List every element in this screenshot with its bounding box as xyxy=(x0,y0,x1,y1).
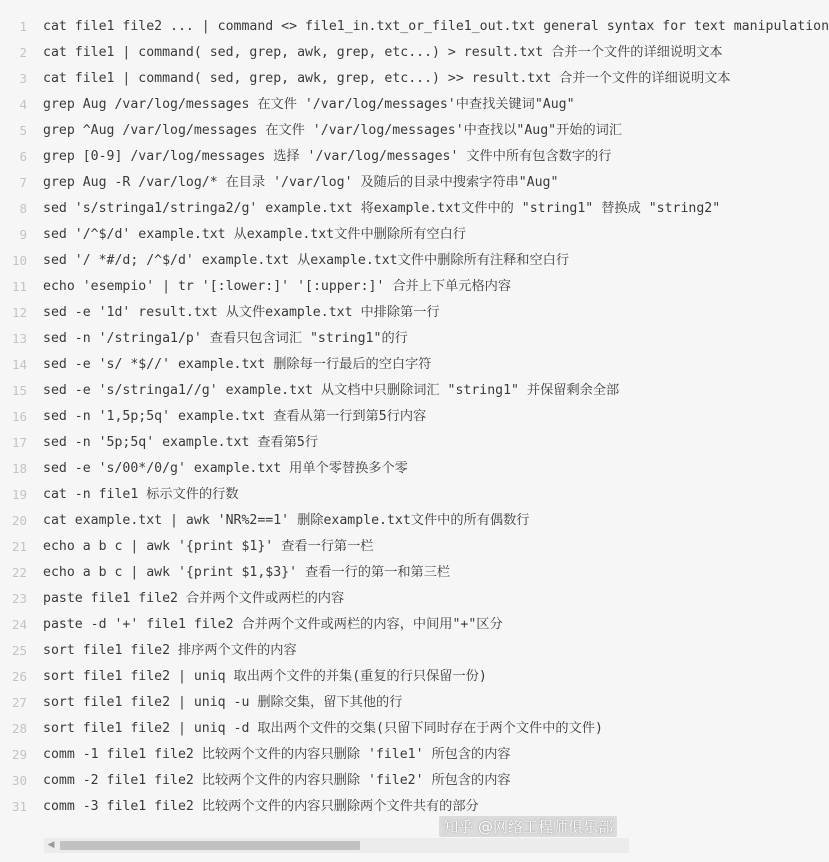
code-text: sed -n '1,5p;5q' example.txt 查看从第一行到第5行内容 xyxy=(43,409,427,424)
code-line xyxy=(0,534,629,560)
code-text: sed '/^$/d' example.txt 从example.txt文件中删除所有空白行 xyxy=(43,227,466,242)
line-number: 6 xyxy=(19,149,27,164)
watermark: 知乎 @网络工程师俱乐部 xyxy=(439,816,617,837)
code-line xyxy=(0,170,629,196)
code-line xyxy=(0,92,629,118)
code-text: echo a b c | awk '{print $1,$3}' 查看一行的第一和第三栏 xyxy=(43,565,451,580)
code-line xyxy=(0,40,723,66)
code-line xyxy=(0,378,629,404)
code-line xyxy=(0,638,629,664)
line-number: 1 xyxy=(19,19,27,34)
code-line xyxy=(0,300,629,326)
line-number: 7 xyxy=(19,175,27,190)
code-line xyxy=(0,144,629,170)
code-line xyxy=(0,118,629,144)
code-line xyxy=(0,742,629,768)
line-number: 22 xyxy=(11,565,27,580)
line-number: 24 xyxy=(11,617,27,632)
code-line xyxy=(0,664,629,690)
code-text: sed -e '1d' result.txt 从文件example.txt 中排除第一行 xyxy=(43,305,440,320)
code-line xyxy=(0,404,629,430)
line-number: 9 xyxy=(19,227,27,242)
code-text: sed -n '/stringa1/p' 查看只包含词汇 "string1"的行 xyxy=(43,331,408,346)
code-line xyxy=(0,560,629,586)
line-number: 29 xyxy=(11,747,27,762)
line-number: 31 xyxy=(11,799,27,814)
code-line xyxy=(0,326,629,352)
code-text: grep Aug /var/log/messages 在文件 '/var/log/messages'中查找关键词"Aug" xyxy=(43,97,575,112)
line-number: 4 xyxy=(19,97,27,112)
code-text: paste file1 file2 合并两个文件或两栏的内容 xyxy=(43,591,345,606)
code-text: sed -e 's/00*/0/g' example.txt 用单个零替换多个零 xyxy=(43,461,408,476)
line-number: 23 xyxy=(11,591,27,606)
code-text: comm -2 file1 file2 比较两个文件的内容只删除 'file2' 所包含的内容 xyxy=(43,773,511,788)
code-text: cat file1 | command( sed, grep, awk, grep, etc...) >> result.txt 合并一个文件的详细说明文本 xyxy=(43,71,731,86)
code-text: sort file1 file2 | uniq -d 取出两个文件的交集(只留下同时存在于两个文件中的文件) xyxy=(43,721,603,736)
line-number: 15 xyxy=(11,383,27,398)
code-text: sort file1 file2 排序两个文件的内容 xyxy=(43,643,297,658)
code-text: echo a b c | awk '{print $1}' 查看一行第一栏 xyxy=(43,539,374,554)
code-text: cat -n file1 标示文件的行数 xyxy=(43,487,239,502)
line-number: 26 xyxy=(11,669,27,684)
code-text: cat file1 file2 ... | command <> file1_in.txt_or_file1_out.txt general syntax for text manipulation xyxy=(43,19,829,34)
line-number: 10 xyxy=(11,253,27,268)
code-text: sed -e 's/stringa1//g' example.txt 从文档中只删除词汇 "string1" 并保留剩余全部 xyxy=(43,383,620,398)
code-text: sed -n '5p;5q' example.txt 查看第5行 xyxy=(43,435,319,450)
line-number: 11 xyxy=(11,279,27,294)
line-number: 16 xyxy=(11,409,27,424)
code-line xyxy=(0,352,629,378)
line-number: 28 xyxy=(11,721,27,736)
code-text: cat file1 | command( sed, grep, awk, grep, etc...) > result.txt 合并一个文件的详细说明文本 xyxy=(43,45,723,60)
line-number: 12 xyxy=(11,305,27,320)
line-number: 17 xyxy=(11,435,27,450)
code-line xyxy=(0,612,629,638)
code-text: sort file1 file2 | uniq 取出两个文件的并集(重复的行只保留一份) xyxy=(43,669,487,684)
code-text: echo 'esempio' | tr '[:lower:]' '[:upper:]' 合并上下单元格内容 xyxy=(43,279,512,294)
code-line xyxy=(0,222,629,248)
line-number: 8 xyxy=(19,201,27,216)
code-text: comm -3 file1 file2 比较两个文件的内容只删除两个文件共有的部分 xyxy=(43,799,479,814)
code-line xyxy=(0,430,629,456)
line-number: 18 xyxy=(11,461,27,476)
code-line xyxy=(0,196,721,222)
code-line xyxy=(0,66,731,92)
code-line xyxy=(0,274,629,300)
line-number: 30 xyxy=(11,773,27,788)
code-line xyxy=(0,248,629,274)
code-line xyxy=(0,690,629,716)
line-number: 3 xyxy=(19,71,27,86)
scroll-left-arrow-icon[interactable]: ◀ xyxy=(47,840,55,850)
code-line xyxy=(0,768,629,794)
scrollbar-thumb[interactable] xyxy=(60,841,360,850)
code-line xyxy=(0,14,829,40)
line-number: 5 xyxy=(19,123,27,138)
line-number: 14 xyxy=(11,357,27,372)
code-line xyxy=(0,508,629,534)
code-line xyxy=(0,456,629,482)
line-number: 20 xyxy=(11,513,27,528)
code-text: sort file1 file2 | uniq -u 删除交集，留下其他的行 xyxy=(43,695,403,710)
line-number: 13 xyxy=(11,331,27,346)
horizontal-scrollbar[interactable] xyxy=(44,838,629,853)
code-text: sed -e 's/ *$//' example.txt 删除每一行最后的空白字符 xyxy=(43,357,432,372)
code-text: sed '/ *#/d; /^$/d' example.txt 从example.txt文件中删除所有注释和空白行 xyxy=(43,253,570,268)
code-line xyxy=(0,716,629,742)
code-line xyxy=(0,482,629,508)
line-number: 27 xyxy=(11,695,27,710)
line-number: 21 xyxy=(11,539,27,554)
code-lines xyxy=(0,14,829,820)
line-number: 19 xyxy=(11,487,27,502)
line-number: 25 xyxy=(11,643,27,658)
line-number: 2 xyxy=(19,45,27,60)
code-text: grep [0-9] /var/log/messages 选择 '/var/log/messages' 文件中所有包含数字的行 xyxy=(43,149,612,164)
code-text: sed 's/stringa1/stringa2/g' example.txt 将example.txt文件中的 "string1" 替换成 "string2" xyxy=(43,201,721,216)
code-text: paste -d '+' file1 file2 合并两个文件或两栏的内容，中间用"+"区分 xyxy=(43,617,503,632)
code-text: grep ^Aug /var/log/messages 在文件 '/var/log/messages'中查找以"Aug"开始的词汇 xyxy=(43,123,623,138)
code-text: cat example.txt | awk 'NR%2==1' 删除example.txt文件中的所有偶数行 xyxy=(43,513,530,528)
code-text: comm -1 file1 file2 比较两个文件的内容只删除 'file1' 所包含的内容 xyxy=(43,747,511,762)
code-line xyxy=(0,586,629,612)
code-text: grep Aug -R /var/log/* 在目录 '/var/log' 及随后的目录中搜索字符串"Aug" xyxy=(43,175,559,190)
